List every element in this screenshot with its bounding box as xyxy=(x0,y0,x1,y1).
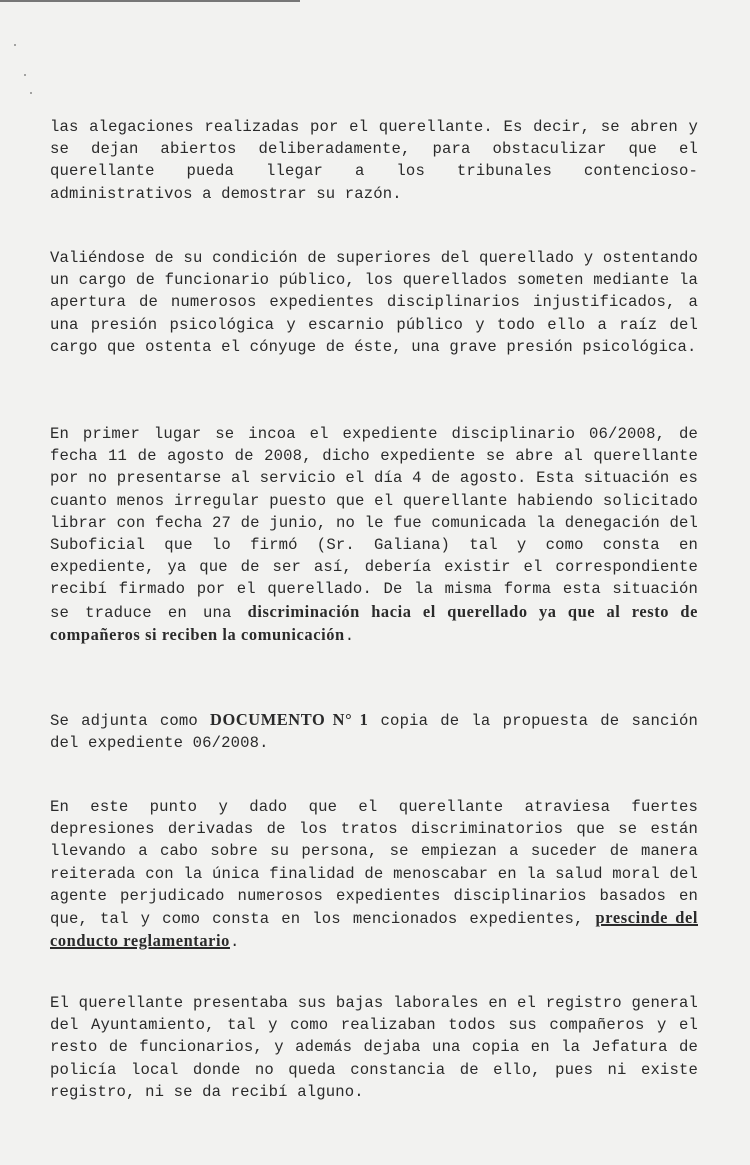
paragraph-5-end: . xyxy=(229,933,240,952)
scan-speck xyxy=(30,92,32,94)
scan-speck xyxy=(24,74,26,76)
paragraph-6 xyxy=(50,992,698,1103)
paragraph-4-pre: Se adjunta como xyxy=(50,712,211,730)
paragraph-3-text: En primer lugar se incoa el expediente disciplinario 06/2008, de fecha 11 de agosto de 2008, dicho expediente se abre al querellante por no presentarse al servicio el día 4 de agosto. Esta situación es cuanto menos irregular puesto que el querellante habiendo solicitado librar con fecha 27 de junio, no le fue comunicada la denegación del Suboficial que lo firmó (Sr. Galiana) tal y como consta en expediente, ya que de ser así, debería existir el correspondiente recibí firmado por el querellado. De la misma forma esta situación se traduce en una xyxy=(50,425,698,622)
scan-speck xyxy=(14,44,16,46)
paragraph-1-text: las alegaciones realizadas por el querellante. Es decir, se abren y se dejan abiertos deliberadamente, para obstaculizar que el querellante pueda llegar a los tribunales contencioso-administrativos a demostrar su razón. xyxy=(50,118,698,203)
paragraph-3-end: . xyxy=(344,626,355,645)
paragraph-5-text: En este punto y dado que el querellante atraviesa fuertes depresiones derivadas de los tratos discriminatorios que se están llevando a cabo sobre su persona, se empiezan a suceder de manera reiterada con la única finalidad de menoscabar en la salud moral del agente perjudicado numerosos expedientes disciplinarios basados en que, tal y como consta en los mencionados expedientes, xyxy=(50,798,698,929)
paragraph-3 xyxy=(50,423,698,647)
paragraph-3-bold: discriminación hacia el querellado ya que al resto de compañeros si reciben la comunicación xyxy=(50,601,698,644)
paragraph-6-text: El querellante presentaba sus bajas laborales en el registro general del Ayuntamiento, tal y como realizaban todos sus compañeros y el resto de funcionarios, y además dejaba una copia en la Jefatura de policía local donde no queda constancia de ello, pues ni existe registro, ni se da recibí alguno. xyxy=(50,994,698,1101)
paragraph-2-text: Valiéndose de su condición de superiores del querellado y ostentando un cargo de funcionario público, los querellados someten mediante la apertura de numerosos expedientes disciplinarios injustificados, a una presión psicológica y escarnio público y todo ello a raíz del cargo que ostenta el cónyuge de éste, una grave presión psicológica. xyxy=(50,249,698,356)
paragraph-2 xyxy=(50,247,698,358)
paragraph-1 xyxy=(50,116,698,205)
document-reference: DOCUMENTO N° 1 xyxy=(210,710,369,729)
top-rule xyxy=(0,0,300,2)
paragraph-4 xyxy=(50,709,698,754)
paragraph-4-post: copia de la propuesta de sanción del expediente 06/2008. xyxy=(50,712,698,753)
paragraph-5-bold: prescinde del conducto reglamentario xyxy=(50,908,698,951)
paragraph-5 xyxy=(50,796,698,953)
